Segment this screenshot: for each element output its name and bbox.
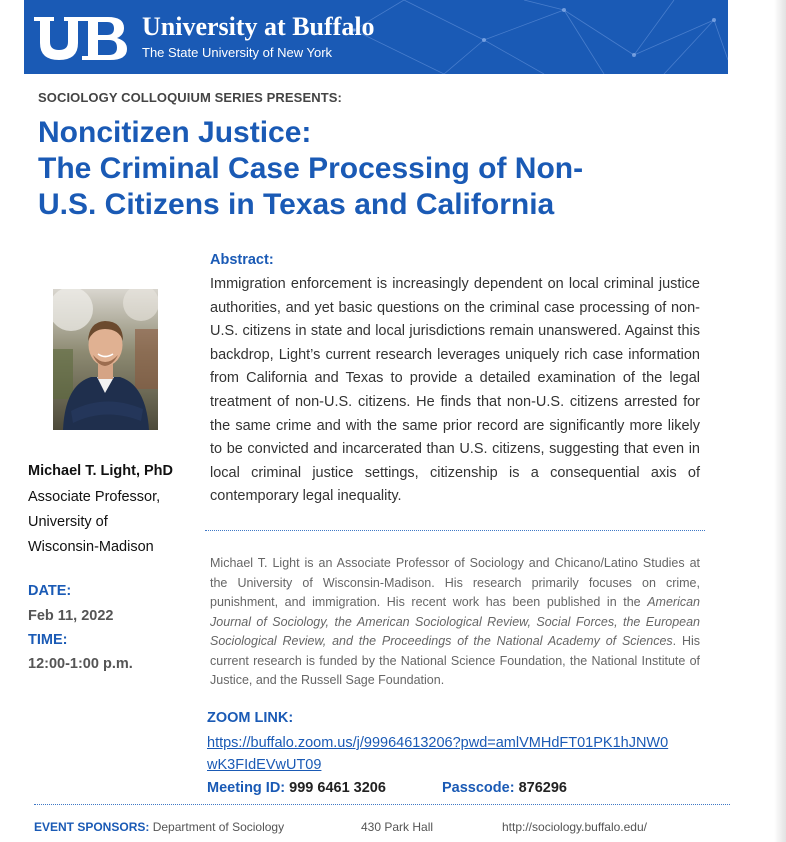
event-title-line-2: The Criminal Case Processing of Non- — [38, 152, 584, 185]
passcode — [442, 780, 567, 796]
passcode-label: Passcode: — [442, 780, 515, 796]
zoom-link-label: ZOOM LINK: — [207, 710, 294, 726]
abstract-label: Abstract: — [210, 252, 274, 268]
bio-part-2: . His current research is funded by the National Science Foundation, the National Institute of Justice, and the Russell Sage Foundation. — [210, 634, 701, 687]
meeting-id-label: Meeting ID: — [207, 780, 286, 796]
sponsor-name: Department of Sociology — [152, 820, 285, 834]
abstract-text: Immigration enforcement is increasingly dependent on local criminal justice authorities, and yet basic questions on the criminal case processing of non-U.S. citizens in state and local jurisdictions remain unanswered. Against this backdrop, Light’s current research leverages uniquely rich case information from California and Texas to provide a detailed examination of the legal treatment of non-U.S. citizens. He finds that non-U.S. citizens arrested for the same crime and with the same prior record are significantly more likely to be convicted and incarcerated than U.S. citizens, suggesting that even in local criminal justice settings, citizenship is a consequential axis of contemporary legal inequality. — [210, 276, 700, 505]
zoom-link-url-line-2[interactable]: wK3FIdEVwUT09 — [207, 757, 322, 773]
department-website[interactable]: http://sociology.buffalo.edu/ — [502, 820, 647, 834]
meeting-id — [207, 780, 386, 796]
date-label: DATE: — [28, 583, 72, 599]
bio-journals: American Journal of Sociology, the American Sociological Review, Social Forces, the European Sociological Review, and the Proceedings of the National Academy of Sciences — [210, 595, 700, 648]
speaker-title-line-1: Associate Professor, — [28, 489, 161, 505]
series-label: SOCIOLOGY COLLOQUIUM SERIES PRESENTS: — [38, 90, 342, 105]
time-label: TIME: — [28, 632, 68, 648]
university-subtitle: The State University of New York — [142, 45, 333, 60]
speaker-title-line-2: University of — [28, 514, 108, 530]
event-title-line-3: U.S. Citizens in Texas and California — [38, 188, 555, 221]
event-title-line-1: Noncitizen Justice: — [38, 116, 312, 149]
ub-logo-icon — [32, 14, 132, 64]
speaker-bio — [210, 554, 700, 691]
speaker-name: Michael T. Light, PhD — [28, 463, 174, 479]
speaker-title-line-3: Wisconsin-Madison — [28, 539, 154, 555]
passcode-value: 876296 — [518, 780, 567, 796]
event-sponsors — [34, 820, 284, 834]
section-divider — [205, 530, 705, 531]
meeting-id-value: 999 6461 3206 — [289, 780, 386, 796]
bio-part-1: Michael T. Light is an Associate Professor of Sociology and Chicano/Latino Studies at the University of Wisconsin-Madison. His research primarily focuses on crime, punishment, and immigration. His recent work has been published in the — [210, 556, 700, 609]
time-value: 12:00-1:00 p.m. — [28, 656, 133, 672]
sponsors-label: EVENT SPONSORS: — [34, 820, 150, 834]
date-value: Feb 11, 2022 — [28, 608, 114, 624]
header-banner — [24, 0, 728, 74]
event-location: 430 Park Hall — [361, 820, 434, 834]
footer-divider — [34, 804, 730, 805]
page-edge-shadow — [774, 0, 786, 842]
zoom-link-url-line-1[interactable]: https://buffalo.zoom.us/j/99964613206?pwd=amlVMHdFT01PK1hJNW0 — [207, 735, 669, 751]
speaker-photo — [53, 289, 158, 430]
university-name: University at Buffalo — [142, 12, 375, 41]
